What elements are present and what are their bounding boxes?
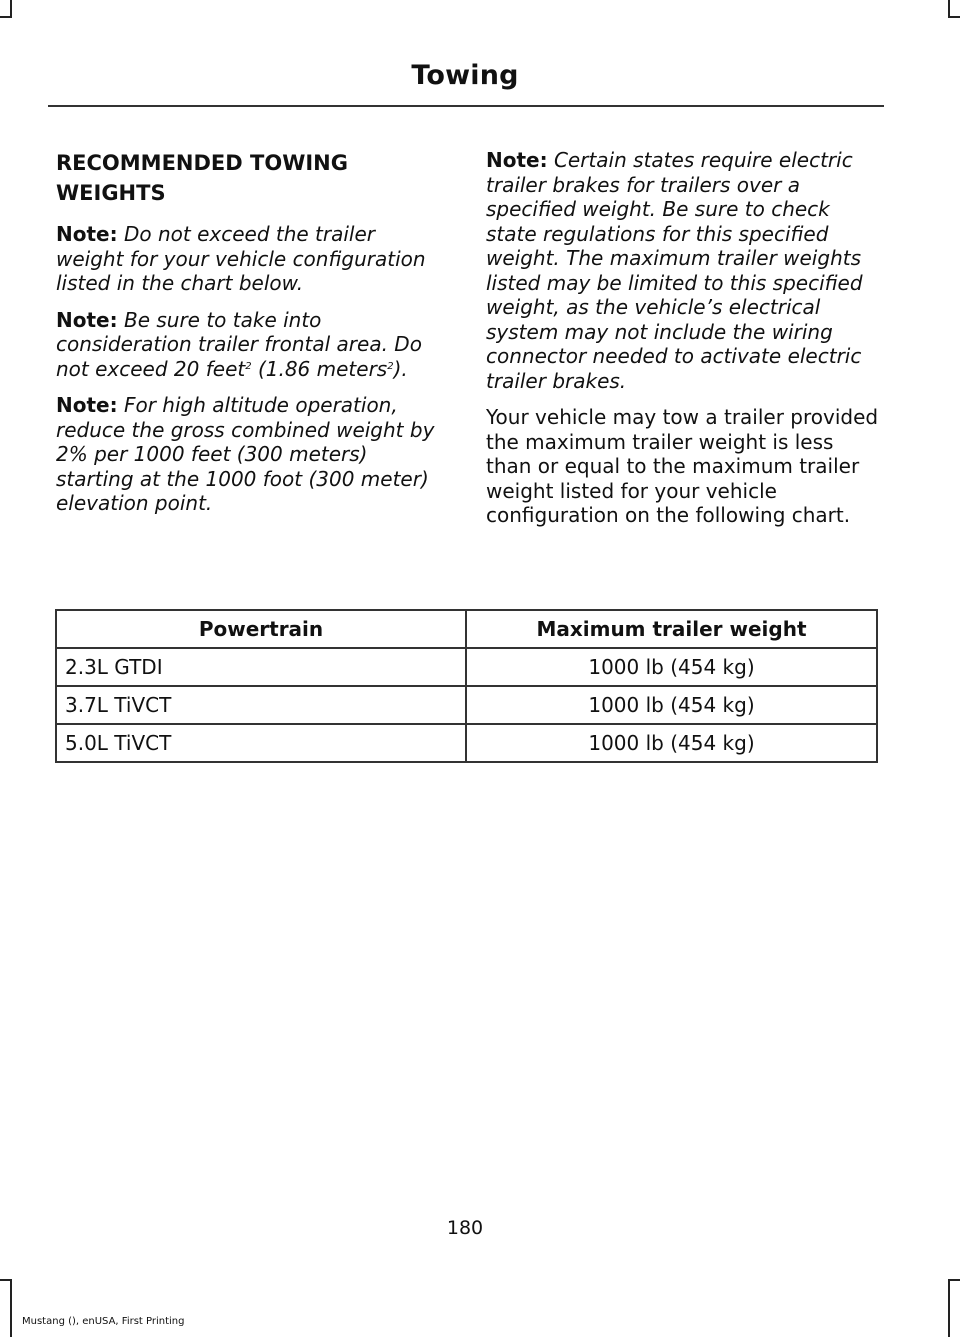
note-label: Note: [486,148,548,172]
note-text: For high altitude operation, reduce the gross combined weight by 2% per 1000 feet (300 meters) starting at the 1000 foot (300 meter) elevation point. [56,393,435,515]
note-text-part: ). [393,356,408,381]
body-paragraph: Your vehicle may tow a trailer provided the maximum trailer weight is less than or equal to the maximum trailer weight listed for your vehicle configuration on the following chart. [486,405,879,527]
powertrain-cell: 3.7L TiVCT [56,686,466,724]
column-header-max-weight: Maximum trailer weight [466,610,877,648]
trailer-weight-table [55,609,878,763]
note-label: Note: [56,307,118,332]
section-heading: RECOMMENDED TOWING WEIGHTS [56,151,348,205]
crop-mark [10,1280,12,1337]
table-row [56,648,877,686]
crop-mark [0,16,12,18]
note-high-altitude [56,393,448,516]
note-electric-brakes [486,148,880,393]
powertrain-cell: 2.3L GTDI [56,648,466,686]
table-header-row [56,610,877,648]
weight-cell: 1000 lb (454 kg) [466,686,877,724]
note-text: Certain states require electric trailer brakes for trailers over a specified weight. Be sure to check state regulations for this specified weight. The maximum trailer weights listed may be limited to this specified weight, as the vehicle’s electrical system may not include the wiring connector needed to activate electric trailer brakes. [486,148,863,393]
note-label: Note: [56,393,118,417]
note-text: Do not exceed the trailer weight for your vehicle configuration listed in the chart below. [56,222,426,295]
note-label: Note: [56,222,118,246]
table-row [56,724,877,762]
note-text-part: (1.86 meters [251,356,388,381]
page-title: Towing [411,60,519,91]
superscript: 2 [387,360,394,372]
crop-mark [948,1280,950,1337]
right-column [486,148,880,540]
note-text-part: Be sure to take into consideration trailer frontal area. Do not exceed 20 feet [56,307,422,381]
crop-mark [948,0,950,17]
table-row [56,686,877,724]
column-header-powertrain: Powertrain [56,610,466,648]
weight-cell: 1000 lb (454 kg) [466,648,877,686]
edition-footer: Mustang (), enUSA, First Printing [22,1316,185,1327]
powertrain-cell: 5.0L TiVCT [56,724,466,762]
crop-mark [948,16,960,18]
page-number: 180 [446,1217,484,1239]
superscript: 2 [245,360,252,372]
note-frontal-area [56,308,448,382]
left-column [56,148,448,528]
header-divider [48,105,884,107]
weight-cell: 1000 lb (454 kg) [466,724,877,762]
crop-mark [10,0,12,17]
note-trailer-weight [56,222,448,296]
